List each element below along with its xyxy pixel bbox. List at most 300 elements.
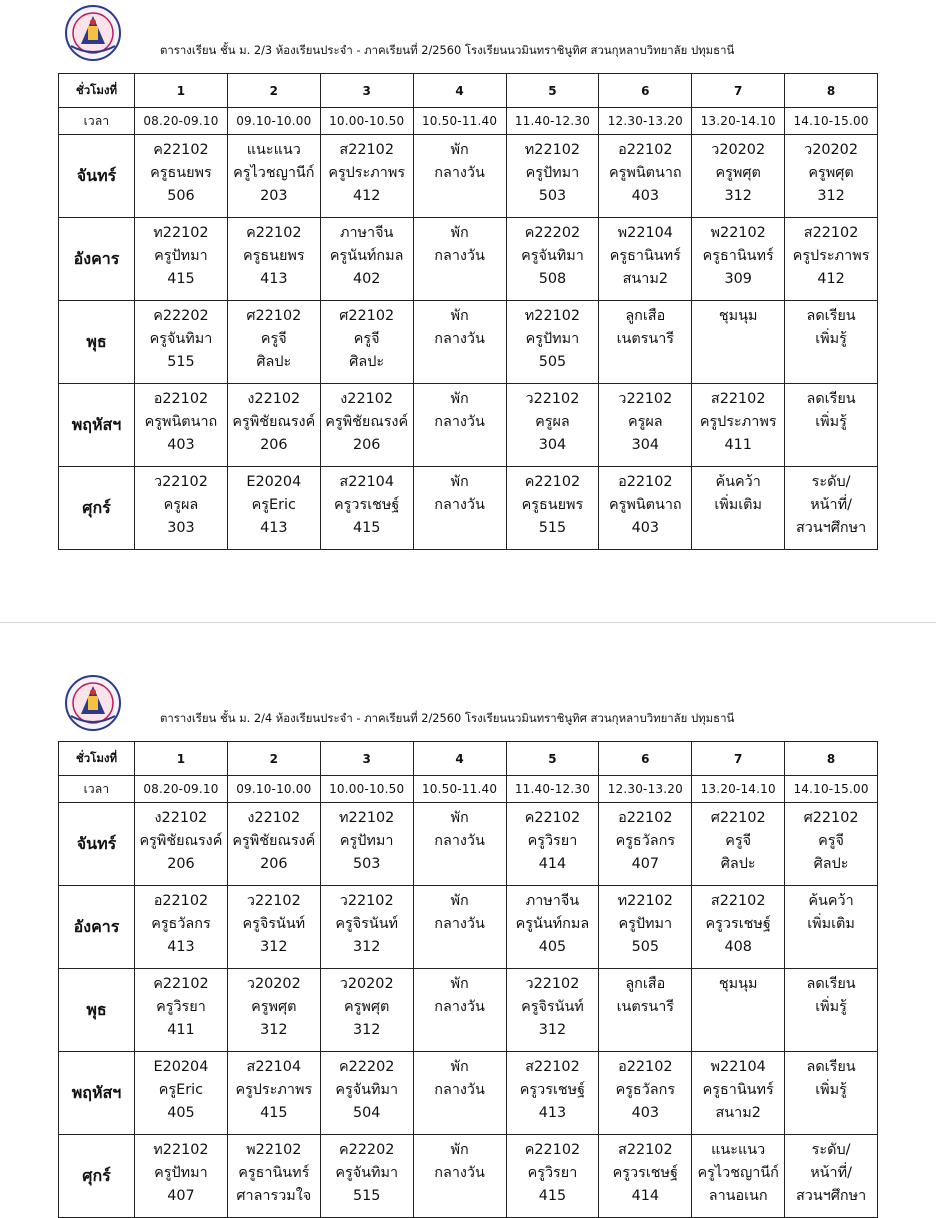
class-cell: [320, 301, 413, 384]
subject-code: ว20202: [804, 142, 858, 158]
room: 403: [167, 437, 195, 453]
subject-code: ว22102: [618, 391, 673, 407]
room: 402: [352, 271, 381, 287]
teacher-name: ครูประภาพร: [699, 414, 777, 430]
room: 508: [538, 271, 567, 287]
room: 412: [352, 188, 381, 204]
subject-code: ท22102: [339, 810, 395, 826]
subject-code: ระดับ/: [811, 474, 851, 490]
class-cell: [692, 467, 785, 550]
subject-code: ว22102: [154, 474, 208, 490]
teacher-name: ครูธานินทร์: [702, 1082, 774, 1098]
teacher-name: เนตรนารี: [616, 331, 675, 347]
teacher-name: ครูนันท์กมล: [329, 248, 404, 264]
subject-code: ค22202: [338, 1059, 395, 1075]
day-name: ศุกร์: [59, 1135, 135, 1218]
day-row: [59, 301, 878, 384]
subject-code: พัก: [450, 308, 469, 324]
time-slot: 11.40-12.30: [506, 108, 599, 135]
room: 304: [631, 437, 660, 453]
class-cell: [227, 1135, 320, 1218]
teacher-name: เพิ่มเติม: [714, 497, 763, 513]
period-number: 4: [413, 74, 506, 108]
class-cell: [785, 218, 878, 301]
schedule-page-m2-4: [0, 624, 936, 1204]
class-cell: [135, 1052, 228, 1135]
subject-code: ส22104: [246, 1059, 302, 1075]
teacher-name: กลางวัน: [434, 497, 485, 513]
subject-code: พัก: [450, 474, 469, 490]
class-cell: [413, 135, 506, 218]
teacher-name: ครูไวชญานีก์: [697, 1165, 779, 1181]
room: 206: [352, 437, 381, 453]
room: 415: [538, 1188, 567, 1204]
subject-code: ส22102: [339, 142, 394, 158]
subject-code: E20204: [153, 1059, 209, 1075]
class-cell: [692, 1135, 785, 1218]
time-row: [59, 776, 878, 803]
teacher-name: ครูจันทิมา: [335, 1165, 399, 1181]
subject-code: ค22102: [524, 474, 581, 490]
class-cell: [227, 1052, 320, 1135]
day-name: พฤหัสฯ: [59, 1052, 135, 1135]
teacher-name: กลางวัน: [434, 999, 485, 1015]
subject-code: ง22102: [247, 810, 301, 826]
teacher-name: ครูพศุต: [715, 165, 761, 181]
teacher-name: หน้าที่/: [810, 1165, 852, 1181]
class-cell: [227, 218, 320, 301]
class-cell: [785, 301, 878, 384]
teacher-name: ครูธานินทร์: [238, 1165, 310, 1181]
class-cell: [320, 218, 413, 301]
room: สนาม2: [622, 271, 668, 287]
room: ลานอเนก: [708, 1188, 768, 1204]
day-row: [59, 467, 878, 550]
subject-code: อ22102: [618, 810, 673, 826]
room: สวนฯศึกษา: [795, 520, 867, 536]
subject-code: ว22102: [246, 893, 301, 909]
room: ศิลปะ: [720, 856, 756, 872]
room: 407: [167, 1188, 195, 1204]
teacher-name: ครูปัทมา: [618, 916, 673, 932]
class-cell: [135, 1135, 228, 1218]
subject-code: พัก: [450, 1059, 469, 1075]
subject-code: ส22102: [803, 225, 859, 241]
day-row: [59, 135, 878, 218]
subject-code: ค22202: [524, 225, 581, 241]
day-name: อังคาร: [59, 886, 135, 969]
teacher-name: ครูพิชัยณรงค์: [325, 414, 409, 430]
teacher-name: ครูวรเชษฐ์: [519, 1082, 586, 1098]
subject-code: พัก: [450, 1142, 469, 1158]
day-name: พฤหัสฯ: [59, 384, 135, 467]
room: 312: [260, 1022, 288, 1038]
day-name: จันทร์: [59, 135, 135, 218]
time-slot: 10.00-10.50: [320, 776, 413, 803]
class-cell: [599, 467, 692, 550]
teacher-name: ครูEric: [251, 497, 296, 513]
period-number: 6: [599, 74, 692, 108]
teacher-name: ครูปัทมา: [154, 1165, 208, 1181]
class-cell: [506, 969, 599, 1052]
subject-code: พัก: [450, 225, 469, 241]
subject-code: ว22102: [525, 976, 580, 992]
subject-code: ชุมนุม: [718, 308, 758, 324]
subject-code: ค22102: [524, 1142, 581, 1158]
class-cell: [506, 1135, 599, 1218]
class-cell: [320, 467, 413, 550]
subject-code: อ22102: [618, 142, 673, 158]
room: ศิลปะ: [349, 354, 385, 370]
time-slot: 08.20-09.10: [135, 776, 228, 803]
class-cell: [506, 1052, 599, 1135]
teacher-name: ครูผล: [163, 497, 199, 513]
teacher-name: ครูธวัลกร: [151, 916, 211, 932]
period-label: ชั่วโมงที่: [59, 74, 135, 108]
class-cell: [320, 384, 413, 467]
subject-code: พ22102: [246, 1142, 302, 1158]
room: ศิลปะ: [256, 354, 292, 370]
time-slot: 08.20-09.10: [135, 108, 228, 135]
subject-code: พ22104: [617, 225, 673, 241]
teacher-name: ครูพิชัยณรงค์: [232, 833, 316, 849]
subject-code: E20204: [246, 474, 302, 490]
subject-code: ลดเรียน: [806, 308, 856, 324]
teacher-name: ครูประภาพร: [792, 248, 870, 264]
room: 403: [631, 1105, 660, 1121]
subject-code: พัก: [450, 893, 469, 909]
period-number: 1: [135, 742, 228, 776]
teacher-name: กลางวัน: [434, 833, 485, 849]
room: 515: [167, 354, 195, 370]
teacher-name: ครูจิรนันท์: [242, 916, 306, 932]
period-label: ชั่วโมงที่: [59, 742, 135, 776]
teacher-name: กลางวัน: [434, 1165, 485, 1181]
period-number: 7: [692, 742, 785, 776]
room: 312: [352, 1022, 381, 1038]
subject-code: ลดเรียน: [806, 976, 856, 992]
teacher-name: ครูพศุต: [808, 165, 854, 181]
room: 413: [260, 520, 288, 536]
room: 403: [631, 520, 660, 536]
room: 312: [817, 188, 845, 204]
teacher-name: กลางวัน: [434, 1082, 485, 1098]
room: 312: [538, 1022, 567, 1038]
subject-code: อ22102: [618, 1059, 673, 1075]
subject-code: ค้นคว้า: [808, 893, 854, 909]
class-cell: [785, 969, 878, 1052]
time-slot: 11.40-12.30: [506, 776, 599, 803]
class-cell: [599, 301, 692, 384]
time-label: เวลา: [59, 108, 135, 135]
room: 415: [352, 520, 381, 536]
room: สนาม2: [715, 1105, 761, 1121]
subject-code: ลูกเสือ: [625, 308, 666, 324]
subject-code: อ22102: [618, 474, 673, 490]
schedule-title: ตารางเรียน ชั้น ม. 2/3 ห้องเรียนประจำ - ภาคเรียนที่ 2/2560 โรงเรียนนวมินทราชินูทิศ สวนกุหลาบวิทยาลัย ปทุมธานี: [160, 43, 735, 57]
room: ศาลารวมใจ: [236, 1188, 312, 1204]
class-cell: [227, 969, 320, 1052]
room: 411: [167, 1022, 195, 1038]
class-cell: [506, 218, 599, 301]
class-cell: [785, 1135, 878, 1218]
class-cell: [227, 467, 320, 550]
subject-code: ท22102: [617, 893, 673, 909]
room: 415: [260, 1105, 288, 1121]
subject-code: ส22102: [710, 893, 766, 909]
teacher-name: เพิ่มรู้: [815, 1082, 847, 1098]
teacher-name: ครูวิรยา: [527, 1165, 578, 1181]
teacher-name: กลางวัน: [434, 165, 485, 181]
subject-code: พ22104: [710, 1059, 766, 1075]
room: 206: [167, 856, 195, 872]
teacher-name: เพิ่มรู้: [815, 414, 847, 430]
time-slot: 14.10-15.00: [785, 776, 878, 803]
room: 413: [260, 271, 288, 287]
schedule-table: [58, 741, 878, 1218]
time-slot: 13.20-14.10: [692, 108, 785, 135]
teacher-name: ครูจันทิมา: [521, 248, 584, 264]
time-row: [59, 108, 878, 135]
room: 405: [167, 1105, 195, 1121]
class-cell: [599, 886, 692, 969]
page-divider: [0, 622, 936, 623]
day-row: [59, 1052, 878, 1135]
teacher-name: ครูEric: [158, 1082, 204, 1098]
room: 407: [631, 856, 660, 872]
room: 414: [631, 1188, 660, 1204]
subject-code: พัก: [450, 391, 469, 407]
room: สวนฯศึกษา: [795, 1188, 867, 1204]
day-row: [59, 1135, 878, 1218]
subject-code: ศ22102: [339, 308, 395, 324]
day-name: อังคาร: [59, 218, 135, 301]
time-slot: 10.50-11.40: [413, 776, 506, 803]
class-cell: [320, 1135, 413, 1218]
class-cell: [599, 1135, 692, 1218]
subject-code: พัก: [450, 810, 469, 826]
class-cell: [506, 135, 599, 218]
room: 206: [260, 437, 288, 453]
subject-code: ศ22102: [710, 810, 766, 826]
subject-code: ลดเรียน: [806, 391, 856, 407]
teacher-name: ครูปัทมา: [154, 248, 208, 264]
subject-code: ท22102: [524, 142, 581, 158]
teacher-name: ครูพศุต: [251, 999, 297, 1015]
school-emblem-logo: [57, 672, 129, 734]
class-cell: [135, 384, 228, 467]
teacher-name: ครูจันทิมา: [335, 1082, 399, 1098]
class-cell: [692, 969, 785, 1052]
time-slot: 09.10-10.00: [227, 776, 320, 803]
schedule-table: [58, 73, 878, 550]
subject-code: ง22102: [247, 391, 301, 407]
period-number: 4: [413, 742, 506, 776]
subject-code: ว22102: [525, 391, 580, 407]
time-label: เวลา: [59, 776, 135, 803]
class-cell: [785, 1052, 878, 1135]
subject-code: ค้นคว้า: [715, 474, 761, 490]
class-cell: [413, 1052, 506, 1135]
day-name: จันทร์: [59, 803, 135, 886]
teacher-name: เพิ่มรู้: [815, 999, 847, 1015]
teacher-name: ครูธวัลกร: [615, 1082, 676, 1098]
subject-code: ท22102: [153, 1142, 209, 1158]
period-number: 2: [227, 742, 320, 776]
class-cell: [413, 384, 506, 467]
subject-code: ชุมนุม: [718, 976, 758, 992]
school-emblem-logo: [57, 2, 129, 64]
class-cell: [692, 301, 785, 384]
class-cell: [413, 218, 506, 301]
teacher-name: ครูปัทมา: [339, 833, 394, 849]
class-cell: [135, 301, 228, 384]
room: 304: [538, 437, 567, 453]
class-cell: [599, 969, 692, 1052]
subject-code: ภาษาจีน: [525, 893, 580, 909]
day-name: พุธ: [59, 301, 135, 384]
class-cell: [692, 886, 785, 969]
class-cell: [692, 803, 785, 886]
room: 515: [352, 1188, 381, 1204]
teacher-name: กลางวัน: [434, 248, 485, 264]
period-number: 2: [227, 74, 320, 108]
class-cell: [506, 886, 599, 969]
class-cell: [506, 803, 599, 886]
class-cell: [785, 467, 878, 550]
teacher-name: ครูจี: [353, 331, 380, 347]
room: 411: [724, 437, 752, 453]
teacher-name: ครูธนยพร: [150, 165, 212, 181]
class-cell: [692, 135, 785, 218]
teacher-name: กลางวัน: [434, 331, 485, 347]
subject-code: ง22102: [340, 391, 394, 407]
teacher-name: ครูไวชญานีก์: [233, 165, 315, 181]
class-cell: [227, 886, 320, 969]
period-header-row: [59, 742, 878, 776]
class-cell: [785, 803, 878, 886]
subject-code: ลดเรียน: [806, 1059, 856, 1075]
class-cell: [506, 384, 599, 467]
teacher-name: ครูจิรนันท์: [335, 916, 399, 932]
room: 413: [538, 1105, 567, 1121]
subject-code: แนะแนว: [711, 1142, 766, 1158]
class-cell: [599, 135, 692, 218]
room: 413: [167, 939, 195, 955]
subject-code: ค22102: [246, 225, 302, 241]
period-number: 6: [599, 742, 692, 776]
room: 206: [260, 856, 288, 872]
class-cell: [413, 301, 506, 384]
time-slot: 10.50-11.40: [413, 108, 506, 135]
teacher-name: ครูจี: [260, 331, 287, 347]
class-cell: [692, 1052, 785, 1135]
class-cell: [413, 886, 506, 969]
period-number: 5: [506, 74, 599, 108]
class-cell: [135, 803, 228, 886]
teacher-name: ครูนันท์กมล: [515, 916, 590, 932]
teacher-name: ครูผล: [535, 414, 570, 430]
room: 312: [352, 939, 381, 955]
class-cell: [785, 384, 878, 467]
day-name: ศุกร์: [59, 467, 135, 550]
period-header-row: [59, 74, 878, 108]
period-number: 8: [785, 74, 878, 108]
class-cell: [413, 1135, 506, 1218]
room: 309: [724, 271, 752, 287]
class-cell: [135, 969, 228, 1052]
time-slot: 12.30-13.20: [599, 108, 692, 135]
class-cell: [413, 969, 506, 1052]
class-cell: [692, 384, 785, 467]
subject-code: พัก: [450, 142, 469, 158]
teacher-name: กลางวัน: [434, 414, 485, 430]
room: 503: [352, 856, 381, 872]
teacher-name: ครูพนิตนาถ: [144, 414, 218, 430]
class-cell: [135, 135, 228, 218]
subject-code: พ22102: [710, 225, 766, 241]
subject-code: อ22102: [153, 391, 209, 407]
teacher-name: ครูธนยพร: [243, 248, 305, 264]
period-number: 7: [692, 74, 785, 108]
class-cell: [135, 218, 228, 301]
day-row: [59, 803, 878, 886]
class-cell: [227, 135, 320, 218]
teacher-name: ครูธนยพร: [521, 497, 584, 513]
teacher-name: ครูวิรยา: [156, 999, 206, 1015]
class-cell: [785, 135, 878, 218]
subject-code: ท22102: [524, 308, 581, 324]
class-cell: [413, 803, 506, 886]
teacher-name: ครูธานินทร์: [702, 248, 774, 264]
class-cell: [599, 218, 692, 301]
class-cell: [227, 384, 320, 467]
subject-code: ส22102: [710, 391, 766, 407]
period-number: 3: [320, 74, 413, 108]
time-slot: 09.10-10.00: [227, 108, 320, 135]
teacher-name: ครูจี: [725, 833, 752, 849]
class-cell: [413, 467, 506, 550]
teacher-name: เพิ่มรู้: [815, 331, 847, 347]
teacher-name: เพิ่มเติม: [807, 916, 855, 932]
period-number: 3: [320, 742, 413, 776]
subject-code: ส22104: [339, 474, 394, 490]
subject-code: ค22202: [338, 1142, 395, 1158]
subject-code: อ22102: [153, 893, 209, 909]
teacher-name: ครูจี: [818, 833, 844, 849]
time-slot: 12.30-13.20: [599, 776, 692, 803]
teacher-name: ครูจันทิมา: [149, 331, 213, 347]
time-slot: 14.10-15.00: [785, 108, 878, 135]
subject-code: ส22102: [525, 1059, 580, 1075]
teacher-name: ครูปัทมา: [525, 165, 580, 181]
period-number: 1: [135, 74, 228, 108]
subject-code: ค22102: [153, 142, 209, 158]
room: 505: [631, 939, 660, 955]
class-cell: [599, 384, 692, 467]
subject-code: พัก: [450, 976, 469, 992]
teacher-name: ครูประภาพร: [328, 165, 406, 181]
room: 203: [260, 188, 288, 204]
teacher-name: ครูวรเชษฐ์: [705, 916, 771, 932]
room: 303: [167, 520, 195, 536]
room: 414: [538, 856, 567, 872]
day-name: พุธ: [59, 969, 135, 1052]
room: 312: [260, 939, 288, 955]
room: 505: [538, 354, 567, 370]
teacher-name: ครูวรเชษฐ์: [334, 497, 400, 513]
class-cell: [135, 886, 228, 969]
